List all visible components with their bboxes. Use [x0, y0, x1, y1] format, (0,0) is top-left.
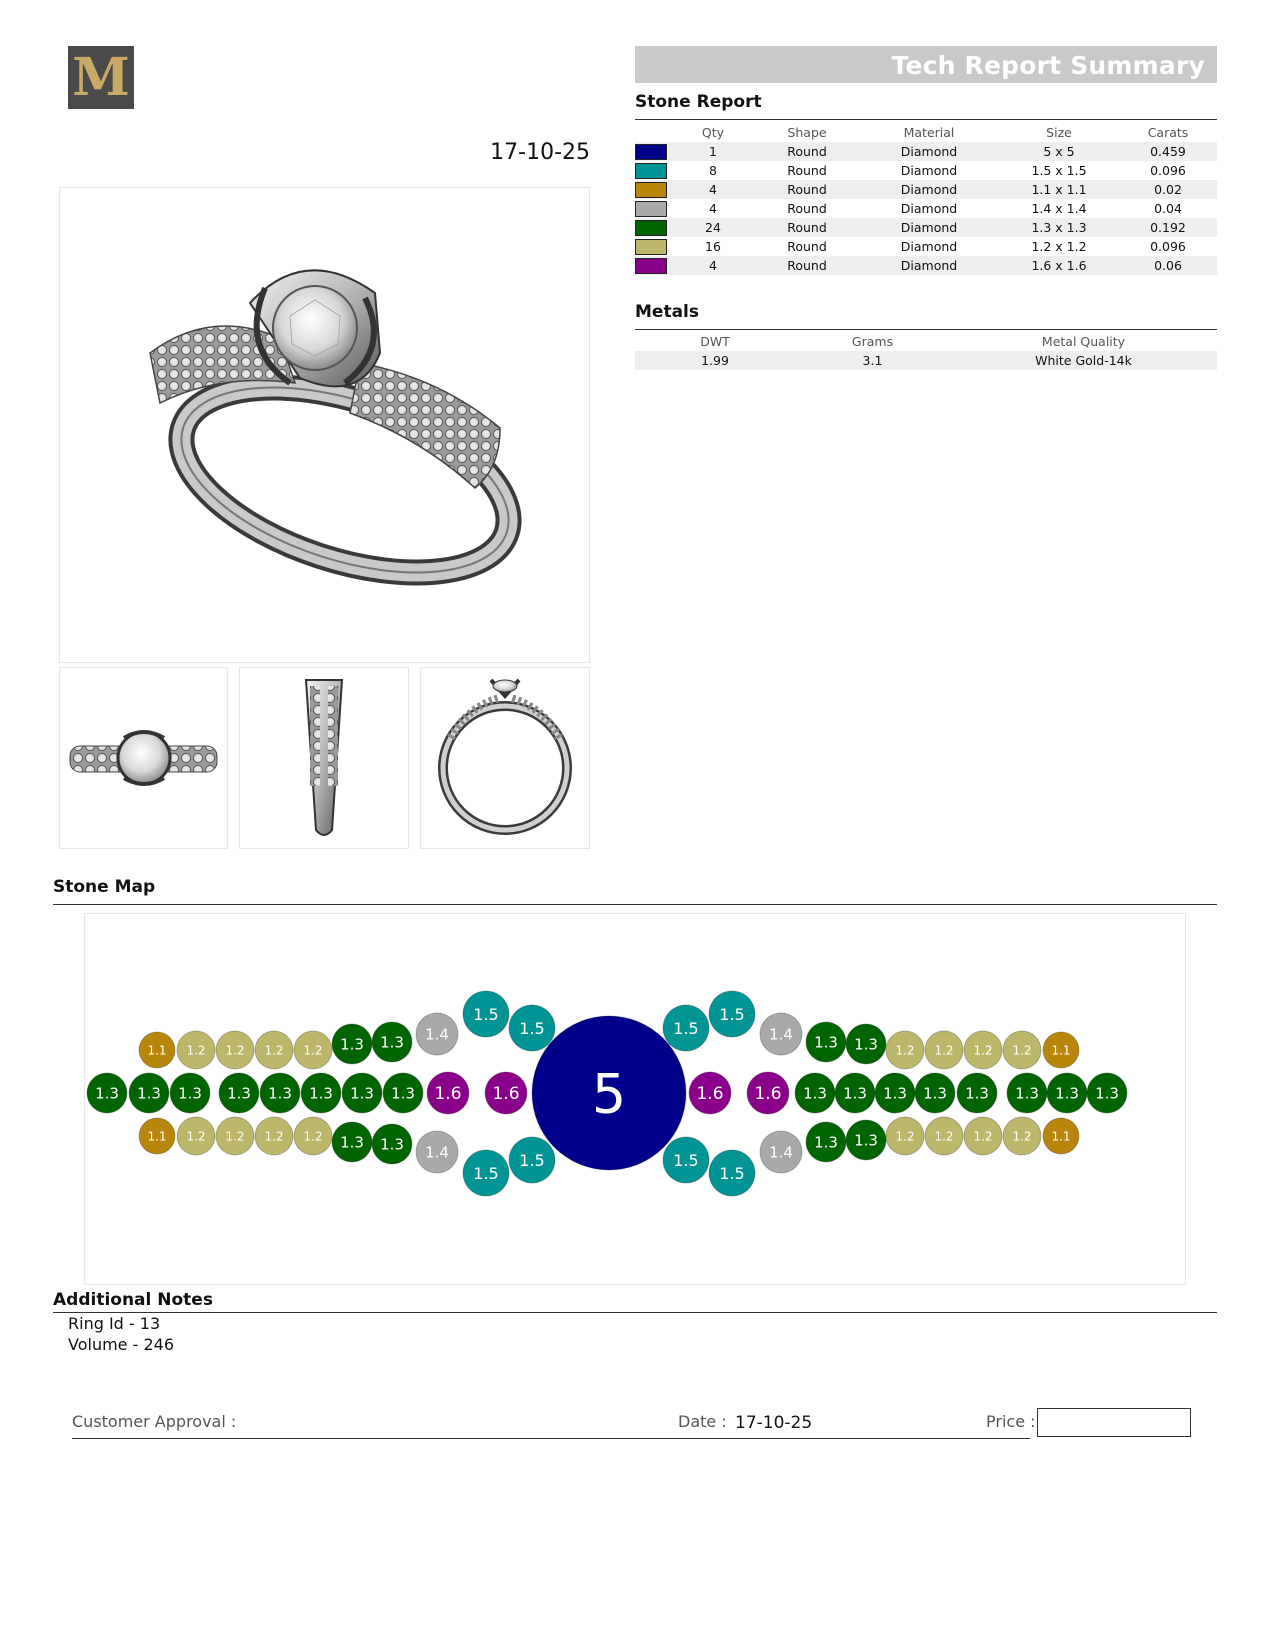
stone-1-2-label: 1.2 [895, 1129, 915, 1144]
stone-1-2-label: 1.2 [303, 1043, 323, 1058]
size-column-header: Size [1046, 125, 1072, 140]
stone-material: Diamond [900, 201, 958, 216]
table-row [635, 351, 1217, 370]
stone-1-5-label: 1.5 [473, 1004, 499, 1024]
table-row [635, 161, 1217, 180]
stone-report-table [635, 123, 1217, 275]
stone-1-3-label: 1.3 [814, 1133, 838, 1152]
stone-1-5-label: 1.5 [519, 1018, 545, 1038]
stone-material: Diamond [859, 180, 999, 199]
stone-qty: 16 [705, 239, 721, 254]
stone-shape: Round [755, 218, 859, 237]
stone-shape: Round [787, 239, 827, 254]
stone-1-2-label: 1.2 [934, 1129, 954, 1144]
metal-grams: 3.1 [795, 351, 950, 370]
stone-1-3-label: 1.3 [883, 1084, 907, 1103]
report-date: 17-10-25 [490, 140, 590, 165]
stone-map-panel [84, 913, 1186, 1285]
stone-1-1-label: 1.1 [1051, 1043, 1071, 1058]
brand-logo [68, 46, 134, 109]
stone-1-3-label: 1.3 [854, 1131, 878, 1150]
stone-shape: Round [787, 163, 827, 178]
dwt-column-header: DWT [700, 334, 730, 349]
qty-column-header: Qty [701, 125, 725, 140]
stone-1-6-label: 1.6 [754, 1084, 782, 1105]
stone-1-3-label: 1.3 [965, 1084, 989, 1103]
stone-1-3-label: 1.3 [380, 1135, 404, 1154]
stone-1-2-label: 1.2 [1012, 1043, 1032, 1058]
stone-color-swatch [635, 201, 667, 217]
grams-column-header: Grams [851, 334, 894, 349]
stone-carats: 0.459 [1119, 142, 1217, 161]
stone-1-3-label: 1.3 [923, 1084, 947, 1103]
ring-main-view [59, 187, 590, 663]
stone-1-3-label: 1.3 [1095, 1084, 1119, 1103]
stone-shape: Round [755, 180, 859, 199]
table-row [635, 256, 1217, 275]
stone-1-5-label: 1.5 [473, 1163, 499, 1183]
stone-1-5-label: 1.5 [673, 1150, 699, 1170]
stone-1-2-label: 1.2 [186, 1129, 206, 1144]
stone-1-1-label: 1.1 [147, 1129, 167, 1144]
ring-top-view [59, 667, 228, 849]
stone-size: 1.2 x 1.2 [1031, 239, 1087, 254]
stone-qty: 4 [671, 180, 755, 199]
metals-title: Metals [635, 302, 699, 322]
stone-1-2-label: 1.2 [186, 1043, 206, 1058]
stone-1-3-label: 1.3 [1055, 1084, 1079, 1103]
stone-color-swatch [635, 258, 667, 274]
stone-1-3-label: 1.3 [137, 1084, 161, 1103]
metal-dwt: 1.99 [635, 351, 795, 370]
stone-1-6-label: 1.6 [696, 1084, 724, 1105]
stone-1-3-label: 1.3 [391, 1084, 415, 1103]
stone-qty: 8 [709, 163, 717, 178]
stone-color-swatch [635, 239, 667, 255]
approval-date-value: 17-10-25 [735, 1413, 813, 1433]
table-row [635, 237, 1217, 256]
material-column-header: Material [903, 125, 955, 140]
stone-1-2-label: 1.2 [934, 1043, 954, 1058]
stone-map-diagram [85, 914, 1185, 1284]
stone-carats: 0.02 [1119, 180, 1217, 199]
stone-1-4-label: 1.4 [425, 1025, 449, 1044]
stone-1-3-label: 1.3 [340, 1133, 364, 1152]
stone-1-3-label: 1.3 [178, 1084, 202, 1103]
logo-letter: M [72, 47, 130, 108]
stone-carats: 0.06 [1119, 256, 1217, 275]
stone-report-header-row [635, 123, 1217, 142]
stone-material: Diamond [859, 142, 999, 161]
stone-size: 1.4 x 1.4 [1031, 201, 1087, 216]
stone-carats: 0.192 [1119, 218, 1217, 237]
table-row [635, 142, 1217, 161]
stone-1-4-label: 1.4 [769, 1143, 793, 1162]
price-input[interactable] [1037, 1408, 1191, 1437]
stone-1-2-label: 1.2 [973, 1043, 993, 1058]
stone-map-divider [53, 904, 1217, 905]
note-volume: Volume - 246 [68, 1335, 174, 1354]
stone-report-title: Stone Report [635, 92, 762, 112]
stone-shape: Round [755, 142, 859, 161]
stone-shape: Round [755, 256, 859, 275]
stone-1-5-label: 1.5 [719, 1004, 745, 1024]
stone-size: 1.5 x 1.5 [1031, 163, 1087, 178]
notes-title: Additional Notes [53, 1290, 213, 1310]
stone-size: 1.3 x 1.3 [999, 218, 1119, 237]
ring-render-main [60, 188, 589, 662]
stone-carats: 0.04 [1154, 201, 1182, 216]
stone-1-2-label: 1.2 [225, 1129, 245, 1144]
stone-1-6-label: 1.6 [434, 1084, 462, 1105]
ring-side-view [239, 667, 409, 849]
stone-color-swatch [635, 182, 667, 198]
note-ring-id: Ring Id - 13 [68, 1314, 161, 1333]
metals-table [635, 332, 1217, 370]
stone-size: 5 x 5 [999, 142, 1119, 161]
stone-1-3-label: 1.3 [854, 1035, 878, 1054]
stone-1-3-label: 1.3 [843, 1084, 867, 1103]
metal-quality-column-header: Metal Quality [1041, 334, 1126, 349]
price-label: Price : [986, 1412, 1036, 1431]
ring-front-view [420, 667, 590, 849]
notes-divider [53, 1312, 1217, 1313]
stone-1-1-label: 1.1 [147, 1043, 167, 1058]
stone-1-3-label: 1.3 [380, 1033, 404, 1052]
stone-1-2-label: 1.2 [225, 1043, 245, 1058]
stone-1-3-label: 1.3 [803, 1084, 827, 1103]
stone-1-2-label: 1.2 [264, 1043, 284, 1058]
stone-carats: 0.096 [1150, 163, 1186, 178]
metal-quality: White Gold-14k [950, 351, 1217, 370]
approval-signature-line [72, 1438, 1030, 1439]
stone-qty: 1 [671, 142, 755, 161]
report-title: Tech Report Summary [891, 51, 1205, 80]
stone-material: Diamond [900, 163, 958, 178]
stone-1-2-label: 1.2 [973, 1129, 993, 1144]
stone-1-1-label: 1.1 [1051, 1129, 1071, 1144]
stone-1-3-label: 1.3 [309, 1084, 333, 1103]
stone-shape: Round [787, 201, 827, 216]
stone-qty: 4 [709, 201, 717, 216]
stone-1-3-label: 1.3 [268, 1084, 292, 1103]
stone-1-2-label: 1.2 [264, 1129, 284, 1144]
stone-1-3-label: 1.3 [1015, 1084, 1039, 1103]
stone-1-4-label: 1.4 [769, 1025, 793, 1044]
stone-1-5-label: 1.5 [673, 1018, 699, 1038]
stone-1-5-label: 1.5 [519, 1150, 545, 1170]
stone-1-6-label: 1.6 [492, 1084, 520, 1105]
metals-divider [635, 329, 1217, 330]
stone-qty: 4 [671, 256, 755, 275]
stone-1-2-label: 1.2 [1012, 1129, 1032, 1144]
stone-1-3-label: 1.3 [95, 1084, 119, 1103]
carats-column-header: Carats [1147, 125, 1189, 140]
stone-color-swatch [635, 163, 667, 179]
stone-size: 1.6 x 1.6 [999, 256, 1119, 275]
center-stone-label: 5 [591, 1062, 627, 1126]
approval-date-label: Date : [678, 1412, 727, 1431]
stone-1-3-label: 1.3 [227, 1084, 251, 1103]
stone-1-2-label: 1.2 [303, 1129, 323, 1144]
table-row [635, 218, 1217, 237]
stone-material: Diamond [859, 218, 999, 237]
stone-1-5-label: 1.5 [719, 1163, 745, 1183]
stone-1-3-label: 1.3 [350, 1084, 374, 1103]
color-column-header [635, 123, 671, 142]
stone-1-2-label: 1.2 [895, 1043, 915, 1058]
stone-qty: 24 [671, 218, 755, 237]
shape-column-header: Shape [787, 125, 827, 140]
stone-material: Diamond [859, 256, 999, 275]
stone-1-3-label: 1.3 [814, 1033, 838, 1052]
metals-header-row [635, 332, 1217, 351]
stone-report-divider [635, 119, 1217, 120]
stone-carats: 0.096 [1150, 239, 1186, 254]
stone-size: 1.1 x 1.1 [999, 180, 1119, 199]
stone-color-swatch [635, 220, 667, 236]
stone-1-3-label: 1.3 [340, 1035, 364, 1054]
stone-material: Diamond [900, 239, 958, 254]
stone-color-swatch [635, 144, 667, 160]
report-header-bar [635, 46, 1217, 83]
customer-approval-label: Customer Approval : [72, 1412, 237, 1431]
table-row [635, 180, 1217, 199]
table-row [635, 199, 1217, 218]
stone-map-title: Stone Map [53, 877, 156, 897]
stone-1-4-label: 1.4 [425, 1143, 449, 1162]
